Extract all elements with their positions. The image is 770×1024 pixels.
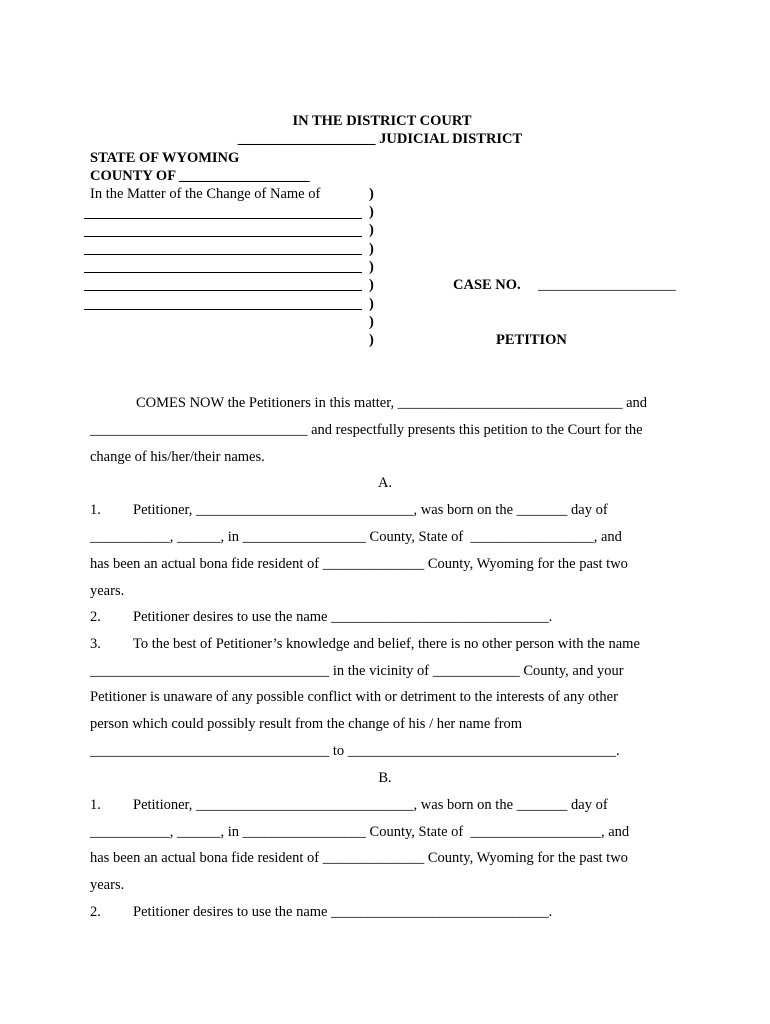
section-b-heading: B. xyxy=(378,770,392,786)
caption-paren: ) xyxy=(369,222,374,238)
petitioner-a-birthplace-line: ___________, ______, in _________________ County, State of _________________, and xyxy=(90,529,622,545)
intro-line: ______________________________ and respectfully presents this petition to the Court for the xyxy=(90,422,643,438)
petitioner-b-residence-line: has been an actual bona fide resident of ______________ County, Wyoming for the past two xyxy=(90,850,628,866)
petitioner-a-desired-name: Petitioner desires to use the name ______________________________. xyxy=(133,609,553,625)
knowledge-statement-line: Petitioner is unaware of any possible conflict with or detriment to the interests of any other xyxy=(90,689,618,705)
petitioner-b-birth-line: Petitioner, ______________________________, was born on the _______ day of xyxy=(133,797,608,813)
knowledge-statement-line: To the best of Petitioner’s knowledge and belief, there is no other person with the name xyxy=(133,636,640,652)
paragraph-number: 2. xyxy=(90,609,101,625)
petitioner-b-birthplace-line: ___________, ______, in _________________ County, State of __________________, and xyxy=(90,824,630,840)
petitioner-a-residence-line: has been an actual bona fide resident of ______________ County, Wyoming for the past two xyxy=(90,556,628,572)
name-line[interactable] xyxy=(84,272,362,273)
name-change-from-to-line: _________________________________ to _____________________________________. xyxy=(90,743,620,759)
knowledge-statement-line: _________________________________ in the vicinity of ____________ County, and your xyxy=(90,663,624,679)
name-line[interactable] xyxy=(84,254,362,255)
petitioner-a-residence-line: years. xyxy=(90,583,125,599)
caption-paren: ) xyxy=(369,314,374,330)
section-a-heading: A. xyxy=(377,475,393,491)
caption-paren: ) xyxy=(369,186,374,202)
intro-line: COMES NOW the Petitioners in this matter, _______________________________ and xyxy=(136,395,648,411)
petitioner-b-desired-name: Petitioner desires to use the name ______________________________. xyxy=(133,904,553,920)
paragraph-number: 2. xyxy=(90,904,101,920)
name-line[interactable] xyxy=(84,309,362,310)
court-title: IN THE DISTRICT COURT xyxy=(292,113,472,129)
caption-paren: ) xyxy=(369,204,374,220)
petitioner-b-residence-line: years. xyxy=(90,877,125,893)
intro-line: change of his/her/their names. xyxy=(90,449,265,465)
caption-paren: ) xyxy=(369,277,374,293)
judicial-district: ___________________ JUDICIAL DISTRICT xyxy=(237,131,523,147)
paragraph-number: 3. xyxy=(90,636,101,652)
caption-paren: ) xyxy=(369,241,374,257)
name-line[interactable] xyxy=(84,290,362,291)
case-number-field[interactable]: ___________________ xyxy=(538,277,676,293)
county-label: COUNTY OF __________________ xyxy=(90,168,310,184)
caption-paren: ) xyxy=(369,259,374,275)
paragraph-number: 1. xyxy=(90,797,101,813)
case-number-label: CASE NO. xyxy=(453,277,521,293)
caption-paren: ) xyxy=(369,332,374,348)
knowledge-statement-line: person which could possibly result from the change of his / her name from xyxy=(90,716,523,732)
paragraph-number: 1. xyxy=(90,502,101,518)
petitioner-a-birth-line: Petitioner, ______________________________, was born on the _______ day of xyxy=(133,502,608,518)
matter-label: In the Matter of the Change of Name of xyxy=(90,186,321,202)
state-label: STATE OF WYOMING xyxy=(90,150,240,166)
name-line[interactable] xyxy=(84,236,362,237)
name-line[interactable] xyxy=(84,218,362,219)
petition-title: PETITION xyxy=(496,332,567,348)
caption-paren: ) xyxy=(369,296,374,312)
